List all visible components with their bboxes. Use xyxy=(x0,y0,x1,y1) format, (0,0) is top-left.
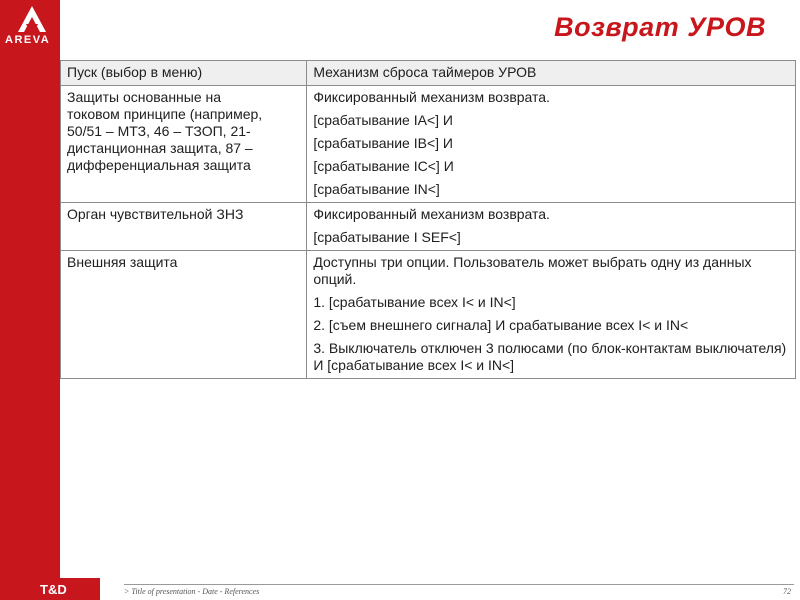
column-header-mechanism: Механизм сброса таймеров УРОВ xyxy=(307,61,796,86)
mechanism-line: 3. Выключатель отключен 3 полюсами (по блок-контактам выключателя) И [срабатывание всех I< и IN<] xyxy=(313,340,787,373)
table-row xyxy=(61,86,796,203)
mechanism-cell xyxy=(307,86,796,203)
mechanism-line: [срабатывание IB<] И xyxy=(313,135,453,151)
trigger-cell xyxy=(61,203,307,251)
table-row xyxy=(61,251,796,379)
footer-meta: > Title of presentation - Date - References xyxy=(124,587,260,596)
footer-brand: T&D xyxy=(40,582,67,597)
reset-table xyxy=(60,60,796,379)
page-title: Возврат УРОВ xyxy=(554,12,766,42)
trigger-text: Внешняя защита xyxy=(67,254,178,270)
mechanism-line: 1. [срабатывание всех I< и IN<] xyxy=(313,294,516,310)
mechanism-line: [срабатывание IA<] И xyxy=(313,112,453,128)
areva-logo xyxy=(2,4,64,44)
trigger-text: Защиты основанные на токовом принципе (например, 50/51 – МТЗ, 46 – ТЗОП, 21- дистанционная защита, 87 – дифференциальная защита xyxy=(67,89,263,173)
sidebar-band xyxy=(0,0,60,600)
trigger-cell xyxy=(61,251,307,379)
trigger-cell xyxy=(61,86,307,203)
areva-a-icon xyxy=(2,4,62,34)
mechanism-line: Доступны три опции. Пользователь может выбрать одну из данных опций. xyxy=(313,254,752,287)
mechanism-line: Фиксированный механизм возврата. xyxy=(313,89,550,105)
mechanism-line: [срабатывание IN<] xyxy=(313,181,440,197)
table-header-row xyxy=(61,61,796,86)
page-number: 72 xyxy=(783,587,791,596)
trigger-text: Орган чувствительной ЗНЗ xyxy=(67,206,244,222)
mechanism-line: [срабатывание IC<] И xyxy=(313,158,454,174)
mechanism-cell xyxy=(307,203,796,251)
mechanism-line: 2. [съем внешнего сигнала] И срабатывание всех I< и IN< xyxy=(313,317,689,333)
mechanism-line: [срабатывание I SEF<] xyxy=(313,229,461,245)
column-header-trigger: Пуск (выбор в меню) xyxy=(61,61,307,86)
mechanism-cell xyxy=(307,251,796,379)
logo-text: AREVA xyxy=(5,34,51,46)
mechanism-line: Фиксированный механизм возврата. xyxy=(313,206,550,222)
footer-divider xyxy=(124,584,794,585)
table-row xyxy=(61,203,796,251)
